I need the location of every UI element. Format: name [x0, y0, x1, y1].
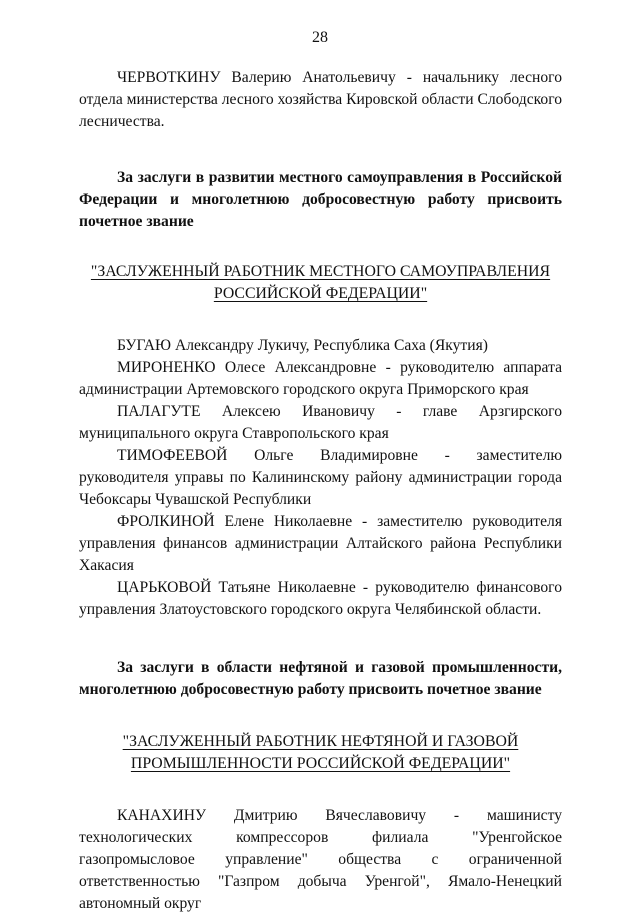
award-list-oil-gas — [79, 805, 562, 915]
section-intro-local-government: За заслуги в развитии местного самоуправления в Российской Федерации и многолетнюю добросовестную работу присвоить почетное звание — [79, 169, 562, 230]
page-number: 28 — [312, 29, 328, 46]
award-entry: ПАЛАГУТЕ Алексею Ивановичу - главе Арзгирского муниципального округа Ставропольского края — [79, 403, 562, 442]
spacer — [79, 133, 562, 167]
section-intro-oil-gas: За заслуги в области нефтяной и газовой промышленности, многолетнюю добросовестную работу присвоить почетное звание — [79, 659, 562, 698]
document-body — [79, 67, 562, 915]
award-entry: КАНАХИНУ Дмитрию Вячеславовичу - машинисту технологических компрессоров филиала "Уренгойское газопромысловое управление" общества с ограниченной ответственностью "Газпром добыча Уренгой", Ямало-Ненецкий автономный округ — [79, 807, 562, 912]
award-entry: ФРОЛКИНОЙ Елене Николаевне - заместителю руководителя управления финансов администрации Алтайского района Республики Хакасия — [79, 513, 562, 574]
spacer — [79, 621, 562, 657]
award-entry: МИРОНЕНКО Олесе Александровне - руководителю аппарата администрации Артемовского городского округа Приморского края — [79, 359, 562, 398]
award-list-local-government — [79, 335, 562, 621]
award-entry: ЦАРЬКОВОЙ Татьяне Николаевне - руководителю финансового управления Златоустовского городского округа Челябинской области. — [79, 579, 562, 618]
spacer — [79, 233, 562, 261]
honorary-title-line: "ЗАСЛУЖЕННЫЙ РАБОТНИК МЕСТНОГО САМОУПРАВЛЕНИЯ — [90, 263, 551, 280]
award-entry: БУГАЮ Александру Лукичу, Республика Саха (Якутия) — [117, 337, 488, 354]
spacer — [79, 775, 562, 805]
spacer — [79, 701, 562, 731]
honorary-title-oil-gas — [79, 731, 562, 775]
spacer — [79, 305, 562, 335]
honorary-title-line: ПРОМЫШЛЕННОСТИ РОССИЙСКОЙ ФЕДЕРАЦИИ" — [130, 755, 511, 772]
award-entry: ЧЕРВОТКИНУ Валерию Анатольевичу - начальнику лесного отдела министерства лесного хозяйства Кировской области Слободского лесничества. — [79, 69, 562, 130]
honorary-title-line: "ЗАСЛУЖЕННЫЙ РАБОТНИК НЕФТЯНОЙ И ГАЗОВОЙ — [122, 733, 519, 750]
honorary-title-line: РОССИЙСКОЙ ФЕДЕРАЦИИ" — [213, 285, 428, 302]
award-entry: ТИМОФЕЕВОЙ Ольге Владимировне - заместителю руководителя управы по Калининскому району администрации города Чебоксары Чувашской Республики — [79, 447, 562, 508]
honorary-title-local-government — [79, 261, 562, 305]
